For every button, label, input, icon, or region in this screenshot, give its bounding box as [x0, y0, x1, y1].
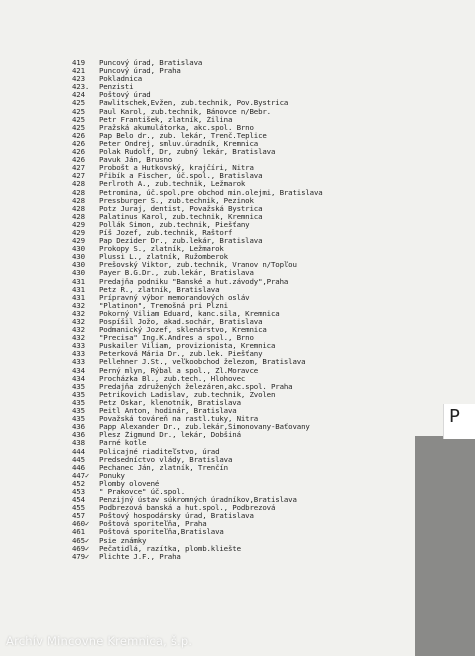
entry-text: Polak Rudolf, Dr, zubný lekár, Bratislava — [99, 148, 276, 157]
list-item — [72, 205, 412, 213]
list-item — [72, 375, 412, 383]
entry-text: Plichte J.F., Praha — [99, 552, 181, 561]
entry-text: "Precisa" Ing.K.Andres a spol., Brno — [99, 334, 254, 343]
entry-text: Perlroth A., zub.technik, Ležmarok — [99, 180, 246, 189]
entry-text: Poštová sporiteľňa, Praha — [99, 520, 207, 529]
entry-number: 454 — [72, 496, 85, 505]
list-item — [72, 237, 412, 245]
list-item — [72, 350, 412, 358]
entry-text: Pap Belo dr., zub. lekár, Trenč.Teplice — [99, 131, 267, 140]
entry-text: Pokladnica — [99, 75, 142, 84]
entry-text: Plesz Žigmund Dr., lekár, Dobšiná — [99, 431, 241, 440]
list-item — [72, 480, 412, 488]
entry-text: Puskailer Viliam, provizionista, Kremnica — [99, 342, 276, 351]
entry-text: Papp Alexander Dr., zub.lekár,Šimonovany-Baťovany — [99, 423, 310, 432]
entry-number: 444 — [72, 447, 85, 456]
list-item — [72, 553, 412, 561]
list-item — [72, 464, 412, 472]
entry-text: Pokorný Viliam Eduard, kanc.sila, Kremnica — [99, 309, 280, 318]
list-item — [72, 261, 412, 269]
entry-number: 435 — [72, 398, 85, 407]
entry-text: Payer B.G.Dr., zub.lekár, Bratislava — [99, 269, 254, 278]
list-item — [72, 180, 412, 188]
list-item — [72, 213, 412, 221]
entry-text: Peterková Mária Dr., zub.lek. Piešťany — [99, 350, 263, 359]
entry-number: 446 — [72, 463, 85, 472]
list-item — [72, 302, 412, 310]
entry-number: 430 — [72, 253, 85, 262]
entry-number: 457 — [72, 512, 85, 521]
list-item — [72, 229, 412, 237]
index-strip — [415, 436, 475, 656]
list-item — [72, 108, 412, 116]
entry-text: Paul Karol, zub.technik, Bánovce n/Bebr. — [99, 107, 271, 116]
entry-number: 426 — [72, 139, 85, 148]
entry-number: 430 — [72, 269, 85, 278]
entry-text: " Prakovce" úč.spol. — [99, 487, 185, 496]
entry-number: 426 — [72, 156, 85, 165]
entry-number: 428 — [72, 180, 85, 189]
entry-text: Petr František, zlatník, Žilina — [99, 115, 233, 124]
entry-number: 435 — [72, 382, 85, 391]
list-item — [72, 164, 412, 172]
list-item — [72, 75, 412, 83]
entry-number: 469✓ — [72, 544, 90, 553]
entry-text: Palatinus Karol, zub.technik, Kremnica — [99, 212, 263, 221]
entry-number: 432 — [72, 326, 85, 335]
entry-number: 436 — [72, 431, 85, 440]
entry-number: 429 — [72, 237, 85, 246]
entry-number: 436 — [72, 423, 85, 432]
entry-number: 425 — [72, 123, 85, 132]
list-item — [72, 221, 412, 229]
list-item — [72, 140, 412, 148]
entry-number: 452 — [72, 479, 85, 488]
list-item — [72, 367, 412, 375]
entry-text: Predsedníctvo vlády, Bratislava — [99, 455, 233, 464]
entry-text: Pollák Šimon, zub.technik, Piešťany — [99, 220, 250, 229]
entry-number: 432 — [72, 309, 85, 318]
entry-number: 424 — [72, 91, 85, 100]
entry-text: Pražská akumulátorka, akc.spol. Brno — [99, 123, 254, 132]
entry-number: 435 — [72, 407, 85, 416]
entry-text: Pressburger S., zub.technik, Pezinok — [99, 196, 254, 205]
entry-text: Píš Jozef, zub.technik, Raštorf — [99, 228, 233, 237]
entry-text: Pečatidlá, razítka, plomb.kliešte — [99, 544, 241, 553]
entry-text: Pavuk Ján, Brusno — [99, 156, 173, 165]
entry-number: 461 — [72, 528, 85, 537]
entry-number: 421 — [72, 67, 85, 76]
list-item — [72, 399, 412, 407]
list-item — [72, 116, 412, 124]
list-item — [72, 431, 412, 439]
list-item — [72, 278, 412, 286]
entry-number: 430 — [72, 245, 85, 254]
archive-watermark: Archív Mincovne Kremnica, š.p. — [6, 634, 193, 648]
entry-text: Pawlitschek,Evžen, zub.technik, Pov.Bystrica — [99, 99, 289, 108]
list-item — [72, 391, 412, 399]
entry-number: 419 — [72, 59, 85, 67]
entry-text: Potz Juraj, dentist, Považská Bystrica — [99, 204, 263, 213]
entry-number: 428 — [72, 188, 85, 197]
entry-text: Probošt a Hutkovský, krajčíri, Nitra — [99, 164, 254, 173]
entry-number: 432 — [72, 301, 85, 310]
list-item — [72, 197, 412, 205]
list-item — [72, 172, 412, 180]
list-item — [72, 318, 412, 326]
list-item — [72, 407, 412, 415]
entry-number: 431 — [72, 293, 85, 302]
entry-text: Puncový úrad, Praha — [99, 67, 181, 76]
entry-text: Petz Oskar, klenotník, Bratislava — [99, 398, 241, 407]
entry-number: 455 — [72, 504, 85, 513]
entry-text: Plomby olovené — [99, 479, 160, 488]
entry-text: Perný mlyn, Rýbal a spol., Zl.Moravce — [99, 366, 259, 375]
list-item — [72, 326, 412, 334]
entry-number: 426 — [72, 148, 85, 157]
list-item — [72, 132, 412, 140]
entry-text: Prípravný výbor memorandových osláv — [99, 293, 250, 302]
entry-text: Prešovský Viktor, zub.technik, Vranov n/Topľou — [99, 261, 297, 270]
entry-text: Prokopy S., zlatník, Ležmarok — [99, 245, 224, 254]
index-tab-letter: P — [449, 406, 460, 427]
entry-number: 428 — [72, 212, 85, 221]
list-item — [72, 504, 412, 512]
list-item — [72, 286, 412, 294]
list-item — [72, 456, 412, 464]
entry-number: 433 — [72, 358, 85, 367]
entry-number: 433 — [72, 342, 85, 351]
entry-number: 465✓ — [72, 536, 90, 545]
entry-number: 426 — [72, 131, 85, 140]
entry-text: Pospíšil Jožo, akad.sochár, Bratislava — [99, 318, 263, 326]
entry-number: 435 — [72, 390, 85, 399]
entry-text: Petromina, úč.spol.pre obchod min.olejmi, Bratislava — [99, 188, 323, 197]
entry-number: 432 — [72, 334, 85, 343]
entry-number: 438 — [72, 439, 85, 448]
list-item — [72, 439, 412, 447]
entry-text: Penzijný ústav súkromných úradníkov,Bratislava — [99, 496, 297, 505]
entry-number: 460✓ — [72, 520, 90, 529]
entry-number: 425 — [72, 115, 85, 124]
entry-number: 427 — [72, 164, 85, 173]
list-item — [72, 512, 412, 520]
entry-text: "Platinon", Tremošná pri Plzni — [99, 301, 228, 310]
list-item — [72, 423, 412, 431]
list-item — [72, 358, 412, 366]
entry-text: Podbrezová banská a hut.spol., Podbrezová — [99, 504, 276, 513]
list-item — [72, 124, 412, 132]
entry-text: Petz R., zlatník, Bratislava — [99, 285, 220, 294]
entry-number: 423. — [72, 83, 90, 92]
entry-number: 445 — [72, 455, 85, 464]
list-item — [72, 245, 412, 253]
entry-number: 429 — [72, 220, 85, 229]
entry-number: 433 — [72, 350, 85, 359]
list-item — [72, 148, 412, 156]
entry-text: Puncový úrad, Bratislava — [99, 59, 203, 67]
list-item — [72, 334, 412, 342]
entry-text: Přibík a Fischer, úč.spol., Bratislava — [99, 172, 263, 181]
entry-number: 432 — [72, 318, 85, 326]
list-item — [72, 383, 412, 391]
entry-number: 425 — [72, 99, 85, 108]
list-item — [72, 496, 412, 504]
list-item — [72, 415, 412, 423]
entry-text: Poštový hospodársky úrad, Bratislava — [99, 512, 254, 521]
register-list — [72, 59, 412, 561]
entry-text: Plussi L., zlatník, Ružomberok — [99, 253, 228, 262]
entry-text: Podmanický Jozef, sklenárstvo, Kremnica — [99, 326, 267, 335]
entry-text: Petrikovich Ladislav, zub.technik, Zvolen — [99, 390, 276, 399]
entry-number: 428 — [72, 204, 85, 213]
list-item — [72, 91, 412, 99]
entry-number: 479✓ — [72, 552, 90, 561]
list-item — [72, 59, 412, 67]
list-item — [72, 156, 412, 164]
entry-text: Penzisti — [99, 83, 134, 92]
list-item — [72, 537, 412, 545]
entry-number: 427 — [72, 172, 85, 181]
entry-text: Predajňa združených železáren,akc.spol. Praha — [99, 382, 293, 391]
list-item — [72, 67, 412, 75]
entry-number: 431 — [72, 277, 85, 286]
entry-text: Poštová sporiteľňa,Bratislava — [99, 528, 224, 537]
entry-text: Peter Ondrej, smluv.úradník, Kremnica — [99, 139, 259, 148]
entry-number: 434 — [72, 366, 85, 375]
entry-number: 429 — [72, 228, 85, 237]
entry-text: Poštový úrad — [99, 91, 151, 100]
entry-number: 434 — [72, 374, 85, 383]
entry-number: 447✓ — [72, 471, 90, 480]
list-item — [72, 99, 412, 107]
entry-text: Parné kotle — [99, 439, 147, 448]
entry-number: 435 — [72, 415, 85, 424]
entry-text: Policajné riaditeľstvo, úrad — [99, 447, 220, 456]
list-item — [72, 189, 412, 197]
list-item — [72, 253, 412, 261]
entry-text: Psie známky — [99, 536, 147, 545]
list-item — [72, 294, 412, 302]
entry-number: 428 — [72, 196, 85, 205]
list-item — [72, 83, 412, 91]
list-item — [72, 488, 412, 496]
entry-number: 431 — [72, 285, 85, 294]
entry-number: 430 — [72, 261, 85, 270]
entry-text: Predajňa podniku "Banské a hut.závody",Praha — [99, 277, 289, 286]
list-item — [72, 269, 412, 277]
entry-text: Peitl Anton, hodinár, Bratislava — [99, 407, 237, 416]
list-item — [72, 310, 412, 318]
entry-text: Pechanec Ján, zlatník, Trenčín — [99, 463, 228, 472]
entry-number: 425 — [72, 107, 85, 116]
entry-number: 423 — [72, 75, 85, 84]
list-item — [72, 342, 412, 350]
entry-text: Pellehner J.St., veľkoobchod železom, Bratislava — [99, 358, 306, 367]
entry-text: Ponuky — [99, 471, 125, 480]
list-item — [72, 545, 412, 553]
entry-text: Pap Dezider Dr., zub.lekár, Bratislava — [99, 237, 263, 246]
entry-text: Procházka Bl., zub.tech., Hlohovec — [99, 374, 246, 383]
list-item — [72, 472, 412, 480]
list-item — [72, 448, 412, 456]
entry-text: Považská továreň na rastl.tuky, Nitra — [99, 415, 259, 424]
list-item — [72, 520, 412, 528]
entry-number: 453 — [72, 487, 85, 496]
list-item — [72, 528, 412, 536]
